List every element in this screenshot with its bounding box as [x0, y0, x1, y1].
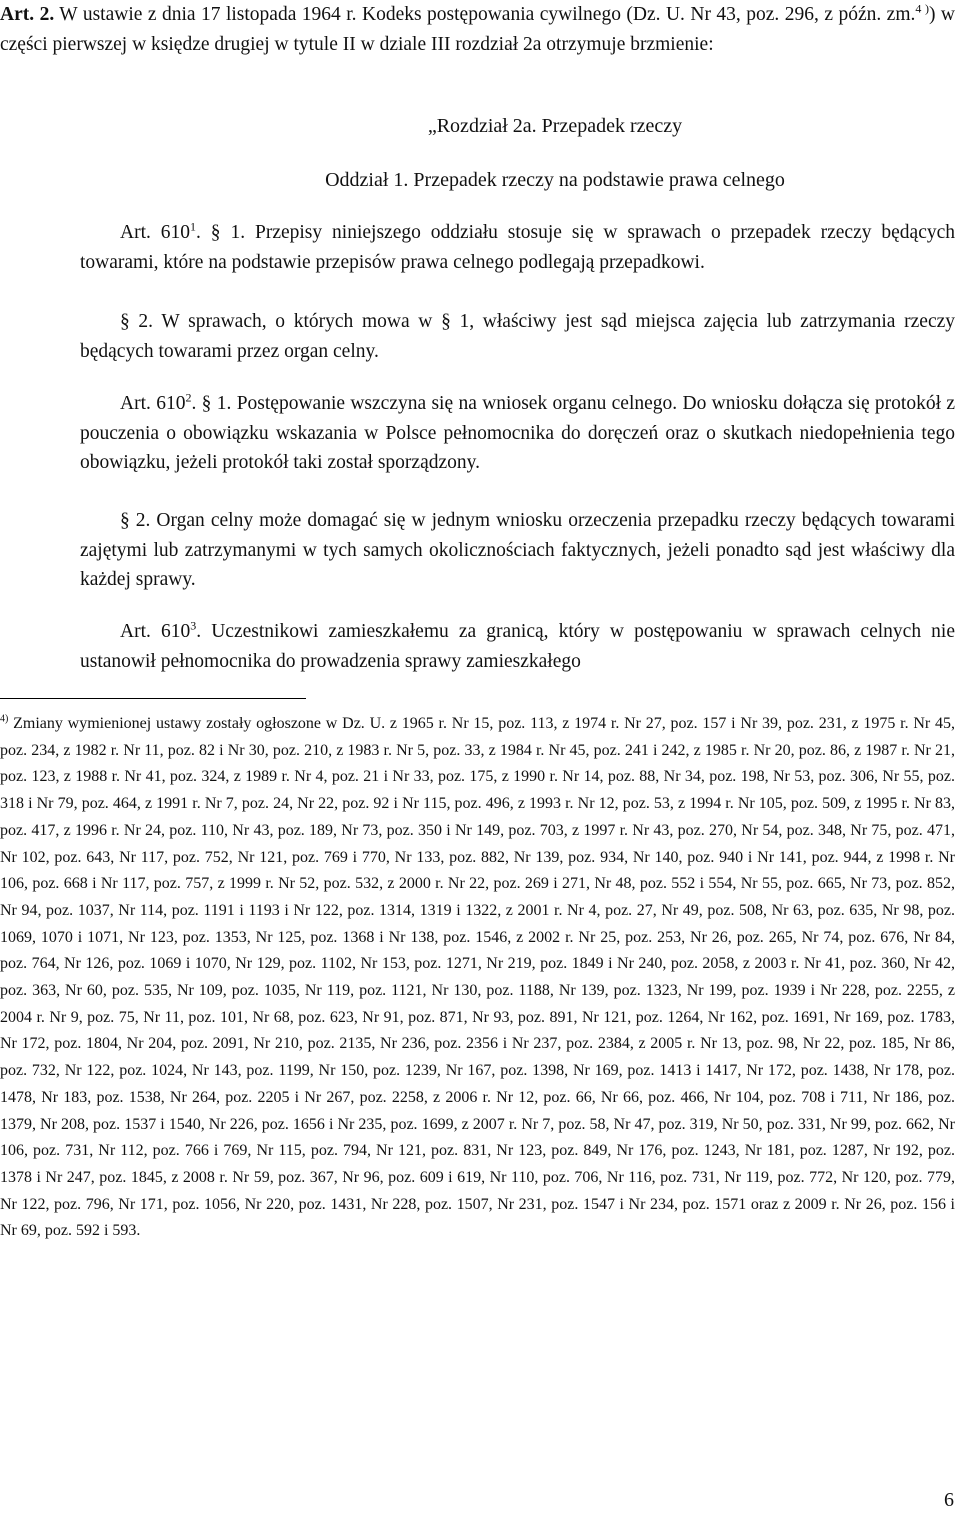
footnote-text: Zmiany wymienionej ustawy zostały ogłoszone w Dz. U. z 1965 r. Nr 15, poz. 113, z 1974 r. Nr 27, poz. 157 i Nr 39, poz. 231, z 1975 r. Nr 45, poz. 234, z 1982 r. Nr 11, poz. 82 i Nr 30, poz. 210, z 1983 r. Nr 5, poz. 33, z 1984 r. Nr 45, poz. 241 i 242, z 1985 r. Nr 20, poz. 86, z 1987 r. Nr 21, poz. 123, z 1988 r. Nr 41, poz. 324, z 1989 r. Nr 4, poz. 21 i Nr 33, poz. 175, z 1990 r. Nr 14, poz. 88, Nr 34, poz. 198, Nr 53, poz. 306, Nr 55, poz. 318 i Nr 79, poz. 464, z 1991 r. Nr 7, poz. 24, Nr 22, poz. 92 i Nr 115, poz. 496, z 1993 r. Nr 12, poz. 53, z 1994 r. Nr 105, poz. 509, z 1995 r. Nr 83, poz. 417, z 1996 r. Nr 24, poz. 110, Nr 43, poz. 189, Nr 73, poz. 350 i Nr 149, poz. 703, z 1997 r. Nr 43, poz. 270, Nr 54, poz. 348, Nr 75, poz. 471, Nr 102, poz. 643, Nr 117, poz. 752, Nr 121, poz. 769 i 770, Nr 133, poz. 882, Nr 139, poz. 934, Nr 140, poz. 940 i Nr 141, poz. 944, z 1998 r. Nr 106, poz. 668 i Nr 117, poz. 757, z 1999 r. Nr 52, poz. 532, z 2000 r. Nr 22, poz. 269 i 271, Nr 48, poz. 552 i 554, Nr 55, poz. 665, Nr 73, poz. 852, Nr 94, poz. 1037, Nr 114, poz. 1191 i 1193 i Nr 122, poz. 1314, 1319 i 1322, z 2001 r. Nr 4, poz. 27, Nr 49, poz. 508, Nr 63, poz. 635, Nr 98, poz. 1069, 1070 i 1071, Nr 123, poz. 1353, Nr 125, poz. 1368 i Nr 138, poz. 1546, z 2002 r. Nr 25, poz. 253, Nr 26, poz. 265, Nr 74, poz. 676, Nr 84, poz. 764, Nr 126, poz. 1069 i 1070, Nr 129, poz. 1102, Nr 153, poz. 1271, Nr 219, poz. 1849 i Nr 240, poz. 2058, z 2003 r. Nr 41, poz. 360, Nr 42, poz. 363, Nr 60, poz. 535, Nr 109, poz. 1035, Nr 119, poz. 1121, Nr 130, poz. 1188, Nr 139, poz. 1323, Nr 199, poz. 1939 i Nr 228, poz. 2255, z 2004 r. Nr 9, poz. 75, Nr 11, poz. 101, Nr 68, poz. 623, Nr 91, poz. 871, Nr 93, poz. 891, Nr 121, poz. 1264, Nr 162, poz. 1691, Nr 169, poz. 1783, Nr 172, poz. 1804, Nr 204, poz. 2091, Nr 210, poz. 2135, Nr 236, poz. 2356 i Nr 237, poz. 2384, z 2005 r. Nr 13, poz. 98, Nr 22, poz. 185, Nr 86, poz. 732, Nr 122, poz. 1024, Nr 143, poz. 1199, Nr 150, poz. 1239, Nr 167, poz. 1398, Nr 169, poz. 1413 i 1417, Nr 172, poz. 1438, Nr 178, poz. 1478, Nr 183, poz. 1538, Nr 264, poz. 2205 i Nr 267, poz. 2258, z 2006 r. Nr 12, poz. 66, Nr 66, poz. 466, Nr 104, poz. 708 i 711, Nr 186, poz. 1379, Nr 208, poz. 1537 i 1540, Nr 226, poz. 1656 i Nr 235, poz. 1699, z 2007 r. Nr 7, poz. 58, Nr 47, poz. 319, Nr 50, poz. 331, Nr 99, poz. 662, Nr 106, poz. 731, Nr 112, poz. 766 i 769, Nr 115, poz. 794, Nr 121, poz. 831, Nr 123, poz. 849, Nr 176, poz. 1243, Nr 181, poz. 1287, Nr 192, poz. 1378 i Nr 247, poz. 1845, z 2008 r. Nr 59, poz. 367, Nr 96, poz. 609 i 619, Nr 110, poz. 706, Nr 116, poz. 731, Nr 119, poz. 772, Nr 120, poz. 779, Nr 122, poz. 796, Nr 171, poz. 1056, Nr 220, poz. 1431, Nr 228, poz. 1507, Nr 231, poz. 1547 i Nr 234, poz. 1571 oraz z 2009 r. Nr 26, poz. 156 i Nr 69, poz. 592 i 593.: [0, 715, 955, 1240]
article-label: Art. 2.: [0, 4, 55, 25]
article-label: Art. 610: [120, 393, 186, 414]
footnote: [0, 711, 955, 1245]
intro-paragraph: [0, 0, 955, 59]
article-610-2: [80, 389, 955, 478]
intro-text-continued: ) w części pierwszej w księdze drugiej w tytule II w dziale III rozdział 2a otrzymuje brzmienie:: [0, 4, 956, 55]
article-superscript: 3: [190, 618, 197, 633]
article-superscript: 1: [190, 219, 197, 234]
article-label: Art. 610: [120, 621, 191, 642]
footnote-reference: 4 ): [915, 1, 929, 16]
article-610-3: [80, 617, 955, 676]
article-610-1-paragraph-2: § 2. W sprawach, o których mowa w § 1, właściwy jest sąd miejsca zajęcia lub zatrzymania rzeczy będących towarami przez organ celny.: [80, 311, 955, 362]
article-superscript: 2: [185, 390, 192, 405]
footnote-separator: [0, 698, 306, 699]
section-title: Oddział 1. Przepadek rzeczy na podstawie prawa celnego: [325, 169, 785, 191]
article-label: Art. 610: [120, 222, 191, 243]
article-610-2-paragraph-2: § 2. Organ celny może domagać się w jednym wniosku orzeczenia przepadku rzeczy będących towarami zajętymi lub zatrzymanymi w tych samych okolicznościach faktycznych, jeżeli ponadto sąd jest właściwy dla każdej sprawy.: [80, 510, 955, 590]
page-number: 6: [944, 1489, 954, 1511]
article-text: . Uczestnikowi zamieszkałemu za granicą, który w postępowaniu w sprawach celnych nie ustanowił pełnomocnika do prowadzenia sprawy zamieszkałego: [80, 621, 955, 672]
article-text: . § 1. Postępowanie wszczyna się na wniosek organu celnego. Do wniosku dołącza się protokół z pouczenia o obowiązku wskazania w Polsce pełnomocnika do doręczeń oraz o skutkach niedopełnienia tego obowiązku, jeżeli protokół taki został sporządzony.: [80, 393, 955, 473]
chapter-title: „Rozdział 2a. Przepadek rzeczy: [427, 115, 683, 137]
intro-text: W ustawie z dnia 17 listopada 1964 r. Kodeks postępowania cywilnego (Dz. U. Nr 43, poz. 296, z późn. zm.: [54, 4, 916, 25]
footnote-marker: 4): [0, 713, 9, 725]
article-610-1: [80, 218, 955, 277]
article-text: . § 1. Przepisy niniejszego oddziału stosuje się w sprawach o przepadek rzeczy będących towarami, które na podstawie przepisów prawa celnego podlegają przepadkowi.: [80, 222, 956, 273]
